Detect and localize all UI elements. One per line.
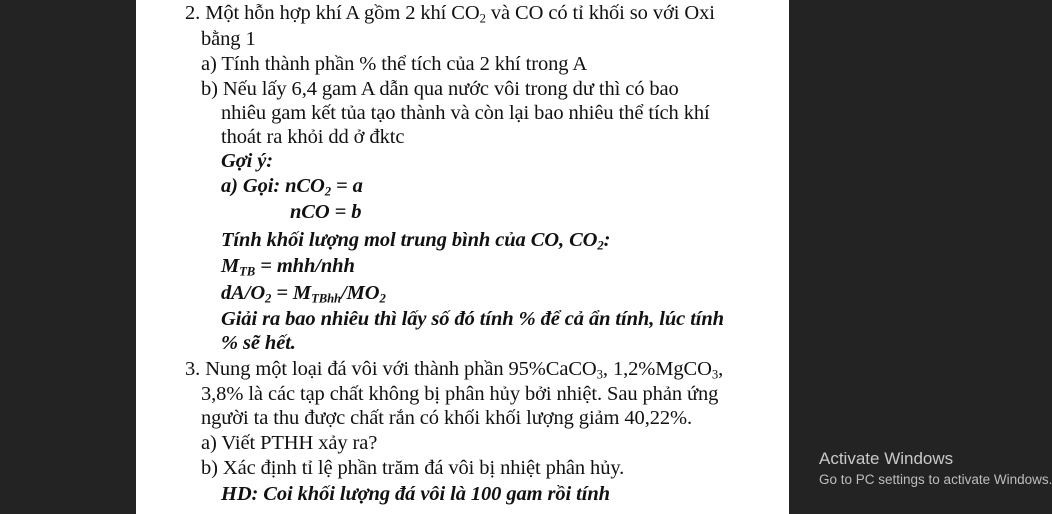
watermark-title: Activate Windows [819, 449, 954, 468]
hint-a: a) Gọi: nCO$_2$ = a [221, 175, 363, 199]
problem-2-line-2: bằng 1 [201, 28, 256, 50]
problem-3-part-a: a) Viết PTHH xảy ra? [201, 432, 378, 454]
hint-heading: Gợi ý: [221, 150, 273, 172]
formula-ratio: $dA/O_2 = M_{TBhh}/MO_2$ [221, 282, 386, 306]
problem-2-part-b-line-1: b) Nếu lấy 6,4 gam A dẫn qua nước vôi trong dư thì có bao [201, 78, 679, 100]
problem-2-part-a: a) Tính thành phần % thể tích của 2 khí trong A [201, 53, 588, 75]
problem-3-line-2: 3,8% là các tạp chất không bị phân hủy bởi nhiệt. Sau phản ứng [201, 383, 719, 405]
document-page [136, 0, 789, 514]
watermark-subtitle: Go to PC settings to activate Windows. [819, 472, 1052, 487]
problem-2-line-1: 2. Một hỗn hợp khí A gồm 2 khí $CO_2$ và CO có tỉ khối so với Oxi [185, 2, 715, 26]
hint-solve-line-2: % sẽ hết. [221, 332, 296, 354]
hint-nco: nCO = b [290, 201, 362, 223]
hint-molar-mass: Tính khối lượng mol trung bình của CO, $CO_2$: [221, 229, 611, 253]
problem-2-part-b-line-3: thoát ra khỏi dd ở đktc [221, 126, 405, 148]
activate-windows-watermark [819, 448, 1052, 490]
problem-3-line-3: người ta thu được chất rắn có khối khối lượng giảm 40,22%. [201, 407, 693, 429]
formula-mtb: $M_{TB} = mhh/nhh$ [221, 255, 355, 279]
problem-3-hd: HD: Coi khối lượng đá vôi là 100 gam rồi tính [221, 483, 610, 505]
hint-solve-line-1: Giải ra bao nhiêu thì lấy số đó tính % để cả ẩn tính, lúc tính [221, 308, 724, 330]
problem-3-line-1: 3. Nung một loại đá vôi với thành phần 95%CaCO$_3$, 1,2%MgCO$_3$, [185, 358, 724, 382]
problem-3-part-b: b) Xác định tỉ lệ phần trăm đá vôi bị nhiệt phân hủy. [201, 457, 625, 479]
problem-2-part-b-line-2: nhiêu gam kết tủa tạo thành và còn lại bao nhiêu thể tích khí [221, 102, 710, 124]
